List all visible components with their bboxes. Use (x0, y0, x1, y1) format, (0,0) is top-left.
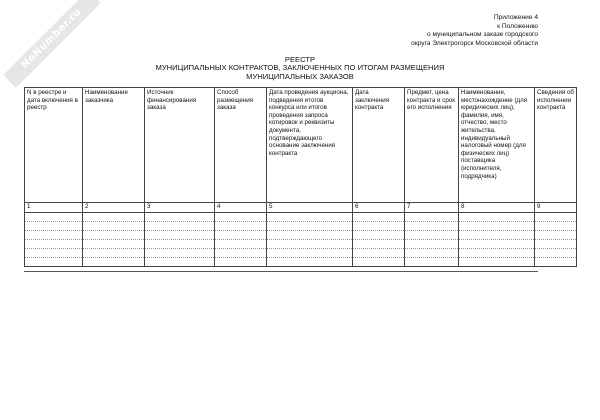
table-cell (405, 257, 459, 266)
table-cell (83, 239, 145, 248)
table-cell (145, 221, 215, 230)
table-cell (267, 248, 353, 257)
table-cell (215, 248, 267, 257)
table-cell (535, 212, 577, 221)
table-cell (145, 257, 215, 266)
column-header: N в реестре и дата включения в реестр (25, 88, 83, 203)
table-cell (145, 230, 215, 239)
table-cell (459, 257, 535, 266)
table-cell (353, 212, 405, 221)
table-cell (145, 248, 215, 257)
footnote-separator (24, 271, 538, 272)
table-row (25, 239, 577, 248)
table-cell (535, 230, 577, 239)
appendix-line: к Положению (497, 22, 538, 30)
table-cell (215, 212, 267, 221)
table-cell (459, 239, 535, 248)
table-row (25, 221, 577, 230)
table-cell (535, 239, 577, 248)
table-cell (25, 239, 83, 248)
appendix-line: о муниципальном заказе городского (427, 31, 538, 39)
column-header: Дата проведения аукциона, подведения итогов конкурса или итогов проведения запроса котировок и реквизиты документа, подтверждающего основание заключения контракта (267, 88, 353, 203)
table-cell (25, 230, 83, 239)
column-number: 8 (459, 203, 535, 213)
table-cell (353, 257, 405, 266)
table-cell (83, 257, 145, 266)
table-cell (25, 257, 83, 266)
table-cell (215, 239, 267, 248)
column-number: 7 (405, 203, 459, 213)
column-number: 3 (145, 203, 215, 213)
column-number-row (25, 203, 577, 213)
column-number: 9 (535, 203, 577, 213)
column-number: 1 (25, 203, 83, 213)
table-cell (83, 212, 145, 221)
table-cell (405, 221, 459, 230)
column-header: Наименование, местонахождение (для юридических лиц), фамилия, имя, отчество, место жительства, индивидуальный налоговый номер (для физических лиц) поставщика (исполнителя, подрядчика) (459, 88, 535, 203)
table-row (25, 212, 577, 221)
table-cell (267, 239, 353, 248)
table-cell (83, 248, 145, 257)
title-line: РЕЕСТР (284, 55, 316, 64)
table-cell (535, 221, 577, 230)
column-header: Сведения об исполнении контракта (535, 88, 577, 203)
table-cell (353, 239, 405, 248)
table-cell (459, 212, 535, 221)
table-cell (405, 239, 459, 248)
column-header: Источник финансирования заказа (145, 88, 215, 203)
table-cell (405, 248, 459, 257)
table-cell (405, 230, 459, 239)
column-header: Наименование заказчика (83, 88, 145, 203)
table-cell (25, 212, 83, 221)
table-cell (215, 257, 267, 266)
column-number: 4 (215, 203, 267, 213)
appendix-reference (411, 14, 538, 48)
table-cell (83, 221, 145, 230)
table-cell (267, 212, 353, 221)
appendix-line: Приложение 4 (493, 14, 538, 21)
table-cell (459, 221, 535, 230)
table-cell (535, 257, 577, 266)
table-cell (267, 230, 353, 239)
table-cell (215, 221, 267, 230)
table-row (25, 230, 577, 239)
table-cell (353, 248, 405, 257)
column-header: Дата заключения контракта (353, 88, 405, 203)
table-row (25, 257, 577, 266)
table-cell (459, 248, 535, 257)
appendix-line: округа Электрогорск Московской области (411, 39, 538, 47)
table-cell (405, 212, 459, 221)
column-number: 6 (353, 203, 405, 213)
table-row (25, 248, 577, 257)
table-cell (353, 221, 405, 230)
table-cell (83, 230, 145, 239)
table-cell (25, 221, 83, 230)
column-number: 5 (267, 203, 353, 213)
column-number: 2 (83, 203, 145, 213)
registry-table (24, 87, 577, 267)
table-cell (145, 212, 215, 221)
table-cell (215, 230, 267, 239)
watermark: NoNumber.ru (3, 0, 101, 88)
title-line: МУНИЦИПАЛЬНЫХ ЗАКАЗОВ (246, 71, 354, 81)
column-header: Предмет, цена контракта и срок его исполнения (405, 88, 459, 203)
table-cell (459, 230, 535, 239)
table-cell (267, 257, 353, 266)
table-cell (145, 239, 215, 248)
title-line: МУНИЦИПАЛЬНЫХ КОНТРАКТОВ, ЗАКЛЮЧЕННЫХ ПО ИТОГАМ РАЗМЕЩЕНИЯ (155, 63, 445, 73)
column-header: Способ размещения заказа (215, 88, 267, 203)
table-cell (535, 248, 577, 257)
table-cell (353, 230, 405, 239)
table-cell (267, 221, 353, 230)
table-cell (25, 248, 83, 257)
header-row (25, 88, 577, 203)
document-title (0, 56, 600, 81)
